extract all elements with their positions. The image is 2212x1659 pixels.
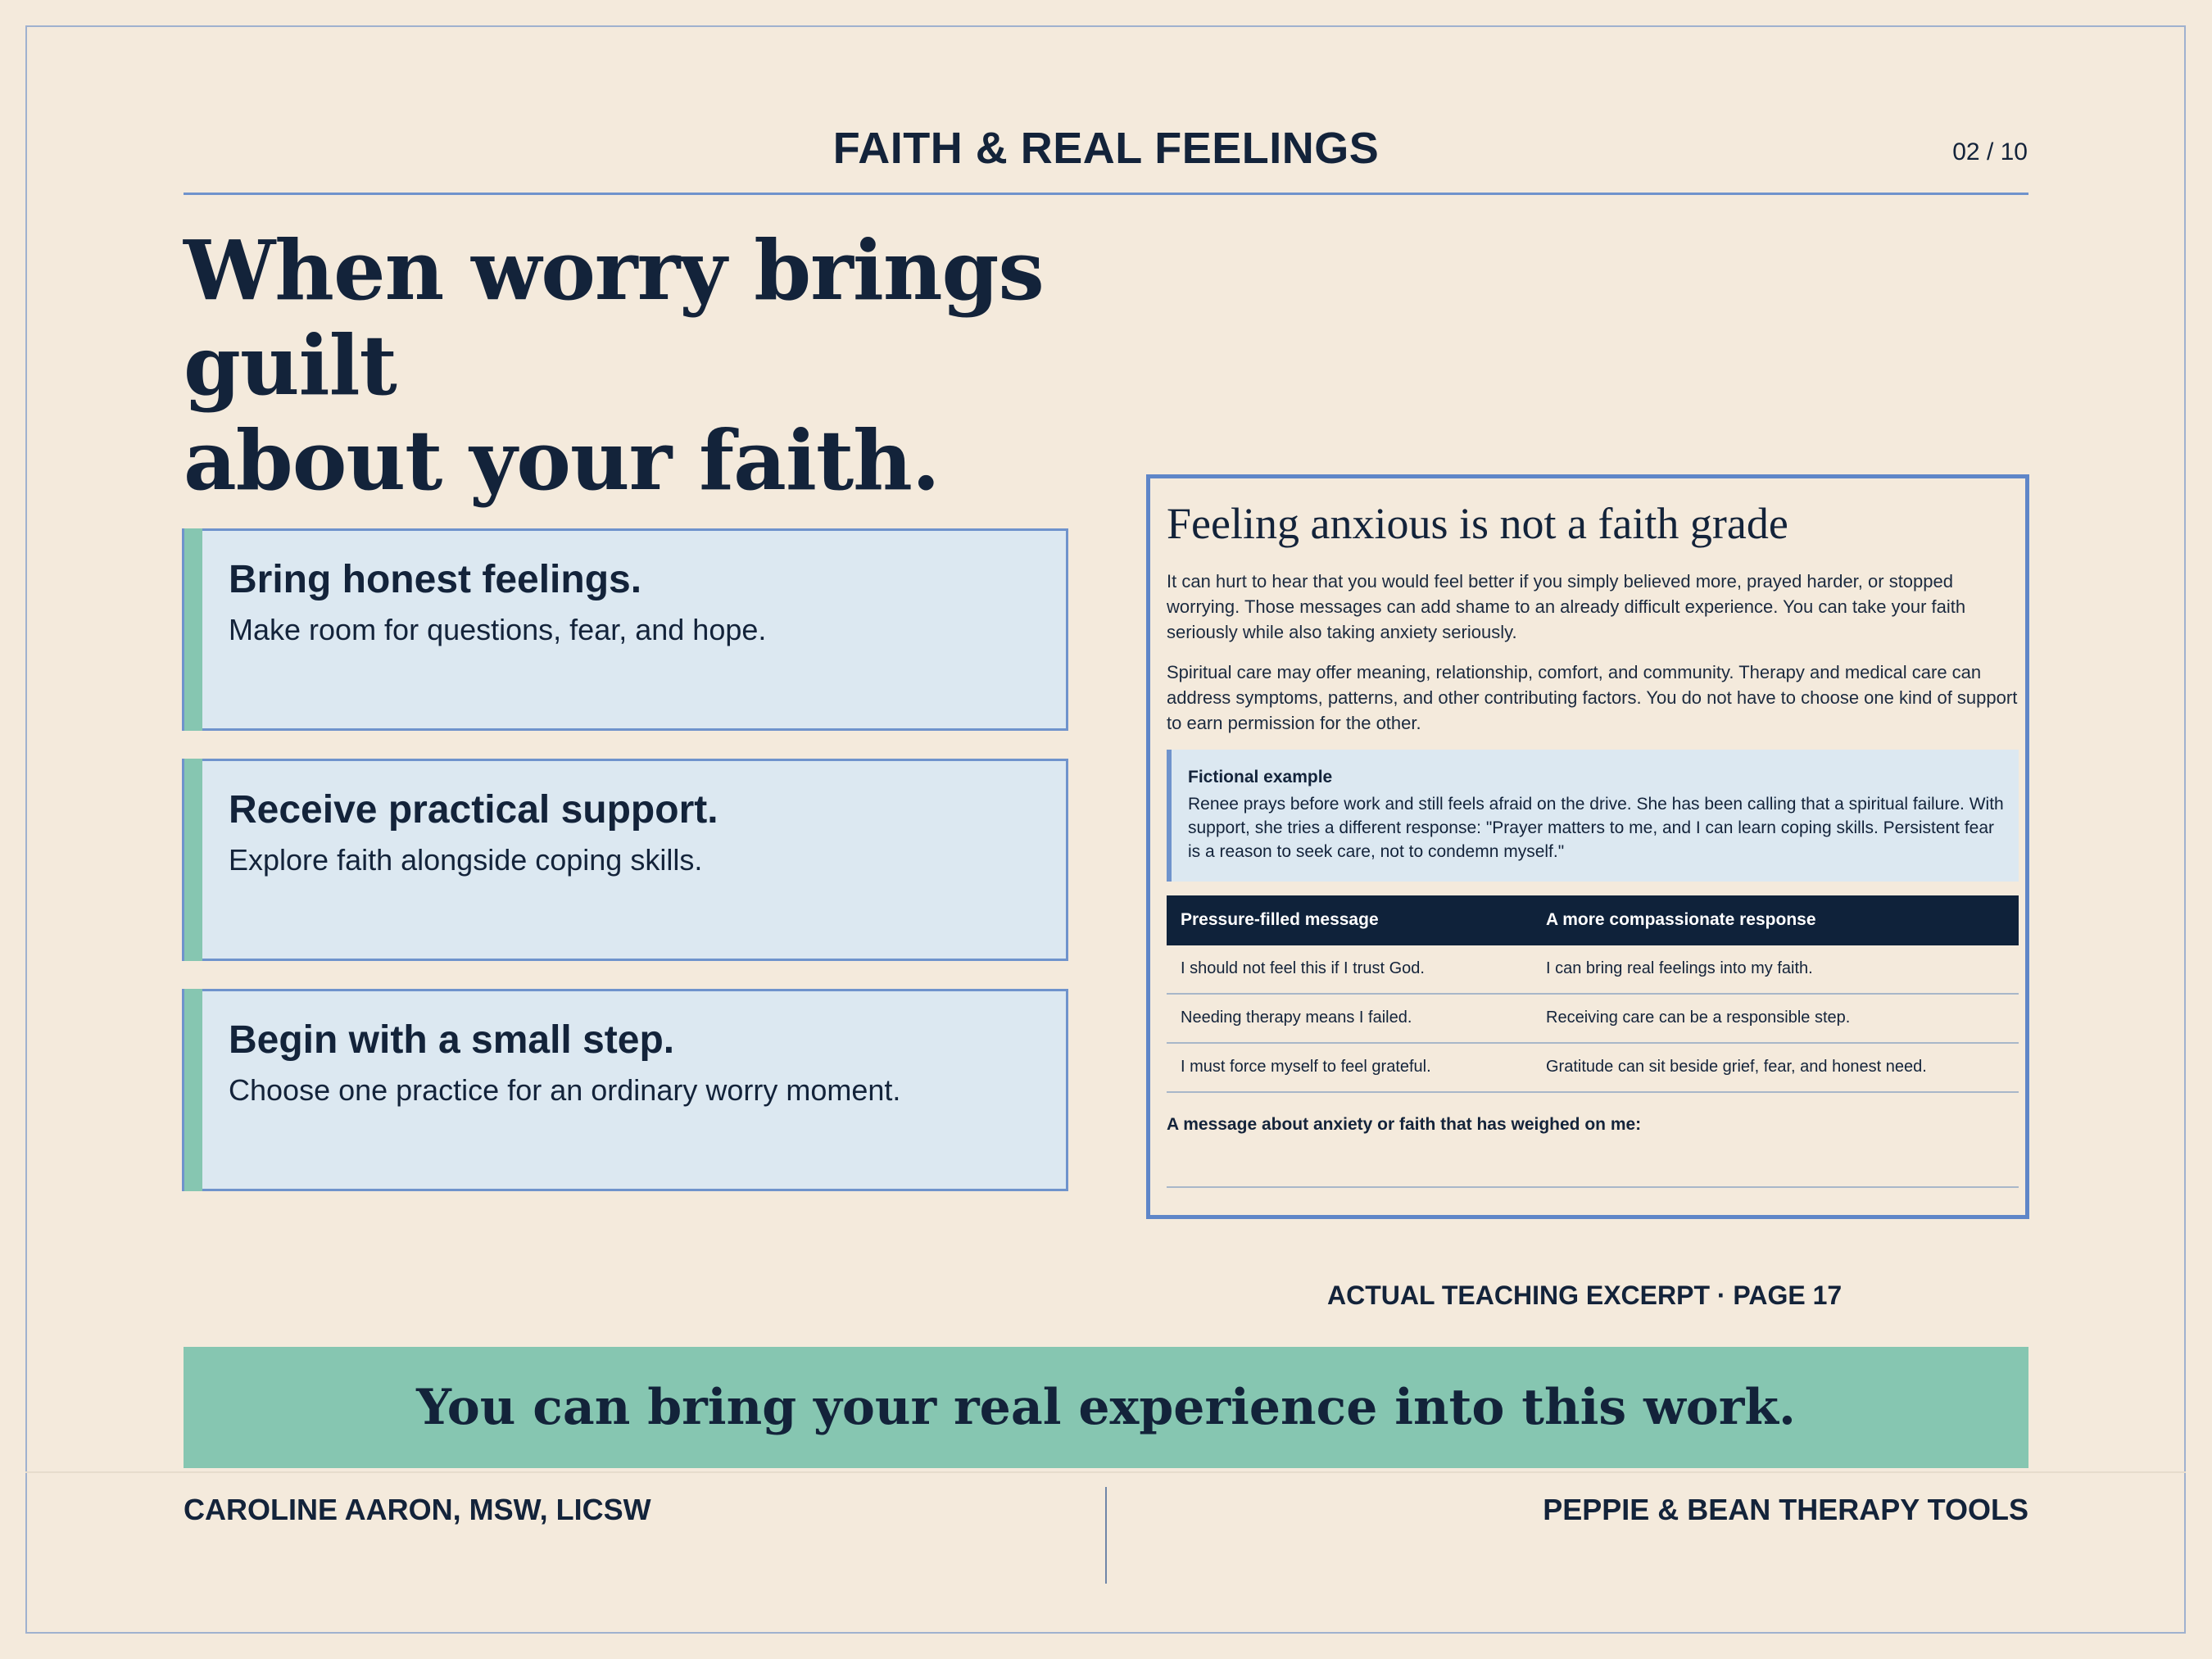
- example-text: Renee prays before work and still feels afraid on the drive. She has been calling that a spiritual failure. With support, she tries a different response: "Prayer matters to me, and I can learn coping skills. Persistent fear is a reason to seek care, not to condemn myself.": [1188, 795, 2004, 861]
- frame-gap: [25, 1471, 2186, 1473]
- panel-title: Feeling anxious is not a faith grade: [1167, 499, 1788, 548]
- header-divider: [184, 193, 2028, 195]
- banner-text: You can bring your real experience into this work.: [416, 1379, 1796, 1436]
- table-cell: Needing therapy means I failed.: [1181, 1009, 1412, 1027]
- publisher-credit: PEPPIE & BEAN THERAPY TOOLS: [1543, 1493, 2028, 1526]
- card-practical-support: [182, 759, 1068, 961]
- author-credit: CAROLINE AARON, MSW, LICSW: [184, 1493, 651, 1526]
- card-subtitle: Explore faith alongside coping skills.: [229, 843, 703, 877]
- card-small-step: [182, 989, 1068, 1191]
- message-comparison-table: [1167, 895, 2019, 1093]
- excerpt-caption: ACTUAL TEACHING EXCERPT · PAGE 17: [1327, 1281, 1843, 1310]
- teaching-excerpt-panel: [1146, 474, 2029, 1219]
- table-row: [1167, 995, 2019, 1044]
- headline-line-1: When worry brings guilt: [184, 222, 1044, 414]
- fictional-example-box: [1167, 750, 2019, 882]
- footer-divider: [1105, 1487, 1107, 1584]
- headline-line-2: about your faith.: [184, 412, 940, 509]
- section-title: FAITH & REAL FEELINGS: [832, 124, 1380, 173]
- reflection-answer-line[interactable]: [1167, 1186, 2019, 1188]
- table-cell: Gratitude can sit beside grief, fear, and honest need.: [1546, 1058, 1927, 1076]
- card-title: Receive practical support.: [229, 788, 718, 832]
- card-title: Bring honest feelings.: [229, 558, 642, 601]
- table-cell: I should not feel this if I trust God.: [1181, 959, 1425, 977]
- table-cell: I can bring real feelings into my faith.: [1546, 959, 1813, 977]
- panel-paragraph-2: Spiritual care may offer meaning, relationship, comfort, and community. Therapy and medical care can address symptoms, patterns, and other contributing factors. You do not have to choose one kind of support to earn permission for the other.: [1167, 662, 2018, 733]
- affirmation-banner: [184, 1347, 2028, 1468]
- column-header-pressure: Pressure-filled message: [1181, 910, 1379, 929]
- card-subtitle: Make room for questions, fear, and hope.: [229, 613, 767, 646]
- card-subtitle: Choose one practice for an ordinary worry moment.: [229, 1073, 901, 1107]
- reflection-prompt: A message about anxiety or faith that has weighed on me:: [1167, 1115, 1642, 1134]
- panel-paragraph-1: It can hurt to hear that you would feel better if you simply believed more, prayed harder, or stopped worrying. Those messages can add shame to an already difficult experience. You can take your faith seriously while also taking anxiety seriously.: [1167, 571, 1966, 642]
- table-cell: Receiving care can be a responsible step.: [1546, 1009, 1851, 1027]
- table-row: [1167, 1044, 2019, 1093]
- card-honest-feelings: [182, 528, 1068, 731]
- table-cell: I must force myself to feel grateful.: [1181, 1058, 1431, 1076]
- table-row: [1167, 945, 2019, 995]
- card-title: Begin with a small step.: [229, 1018, 675, 1062]
- column-header-compassionate: A more compassionate response: [1546, 910, 1816, 929]
- example-label: Fictional example: [1188, 768, 1333, 786]
- page-headline: [184, 223, 1249, 508]
- table-header: [1167, 895, 2019, 945]
- page-number: 02 / 10: [1952, 138, 2028, 165]
